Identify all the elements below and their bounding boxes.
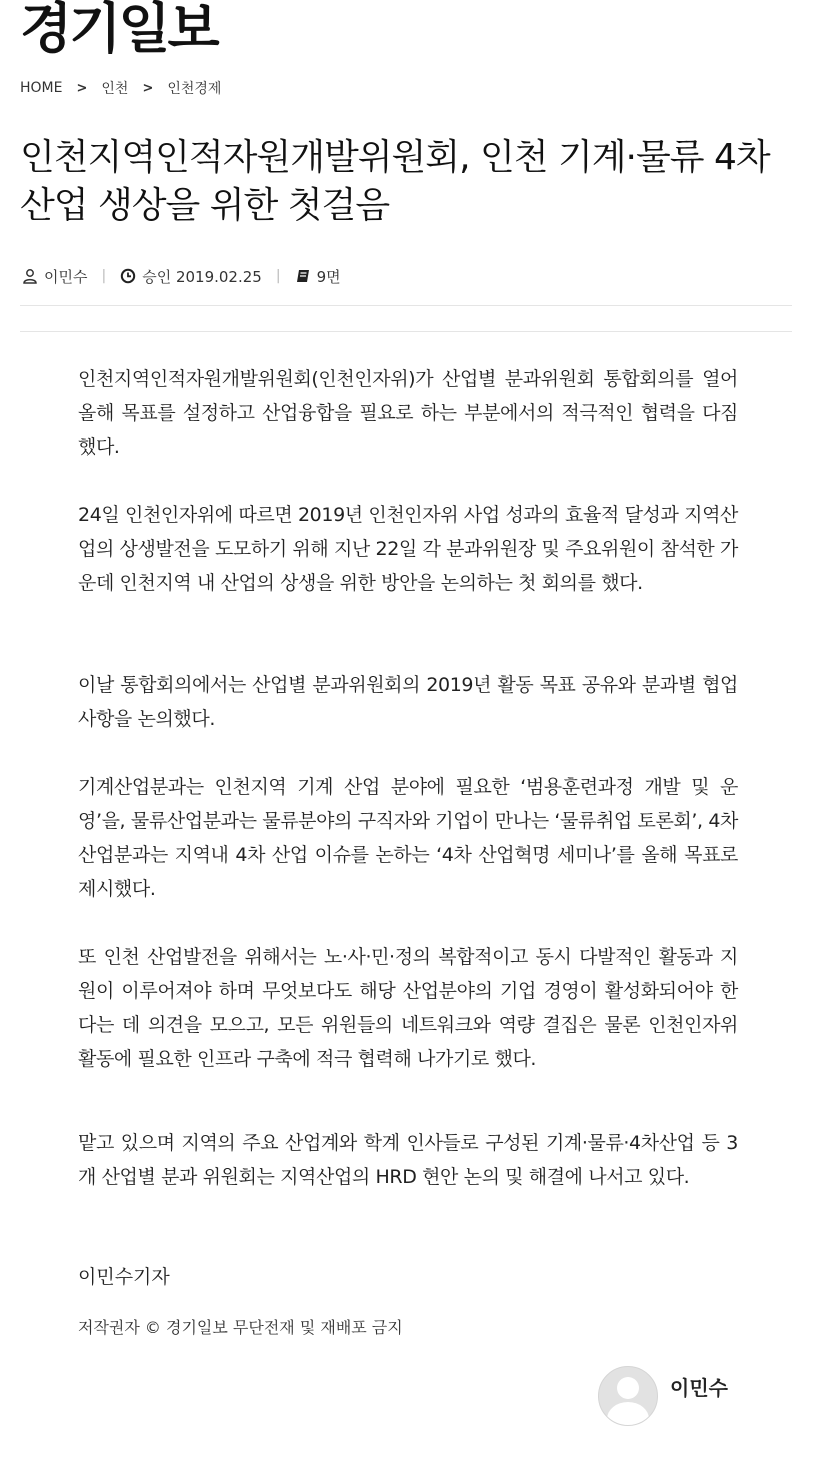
- meta-divider: |: [275, 268, 281, 284]
- meta-approved-date: 승인 2019.02.25: [142, 267, 262, 286]
- breadcrumb-incheon-economy[interactable]: 인천경제: [167, 81, 222, 97]
- meta-author: [22, 266, 87, 287]
- article-paragraph: 이날 통합회의에서는 산업별 분과위원회의 2019년 활동 목표 공유와 분과별 협업 사항을 논의했다.: [78, 674, 738, 730]
- meta-page: [295, 266, 341, 287]
- divider-line: [20, 305, 792, 306]
- breadcrumb: [20, 78, 221, 98]
- author-box-name[interactable]: 이민수: [670, 1376, 728, 1400]
- chevron-right-icon: >: [142, 80, 154, 96]
- book-icon: [295, 268, 311, 284]
- avatar-head-shape: [617, 1377, 639, 1399]
- person-icon: [22, 268, 38, 284]
- breadcrumb-home[interactable]: HOME: [20, 80, 63, 96]
- avatar-body-shape: [607, 1402, 649, 1426]
- article-paragraph: 24일 인천인자위에 따르면 2019년 인천인자위 사업 성과의 효율적 달성과 지역산업의 상생발전을 도모하기 위해 지난 22일 각 분과위원장 및 주요위원이 참석한 가운데 인천지역 내 산업의 상생을 위한 방안을 논의하는 첫 회의를 했다.: [78, 504, 738, 594]
- site-logo[interactable]: 경기일보: [20, 0, 217, 60]
- article-paragraph: 맡고 있으며 지역의 주요 산업계와 학계 인사들로 구성된 기계·물류·4차산업 등 3개 산업별 분과 위원회는 지역산업의 HRD 현안 논의 및 해결에 나서고 있다.: [78, 1132, 738, 1188]
- clock-icon: [120, 268, 136, 284]
- reporter-byline: 이민수기자: [78, 1266, 170, 1288]
- divider-line: [20, 331, 792, 332]
- meta-author-name[interactable]: 이민수: [44, 267, 88, 286]
- breadcrumb-incheon[interactable]: 인천: [101, 81, 129, 97]
- copyright-notice: 저작권자 © 경기일보 무단전재 및 재배포 금지: [78, 1318, 403, 1337]
- meta-approved: [120, 266, 262, 287]
- article-meta: [22, 265, 341, 287]
- meta-page-number: 9면: [316, 267, 341, 286]
- chevron-right-icon: >: [76, 80, 88, 96]
- article-paragraph: 또 인천 산업발전을 위해서는 노·사·민·정의 복합적이고 동시 다발적인 활동과 지원이 이루어져야 하며 무엇보다도 해당 산업분야의 기업 경영이 활성화되어야 한다는 데 의견을 모으고, 모든 위원들의 네트워크와 역량 결집은 물론 인천인자위 활동에 필요한 인프라 구축에 적극 협력해 나가기로 했다.: [78, 946, 738, 1070]
- author-box[interactable]: [598, 1366, 728, 1426]
- article-paragraph: 기계산업분과는 인천지역 기계 산업 분야에 필요한 ‘범용훈련과정 개발 및 운영’을, 물류산업분과는 물류분야의 구직자와 기업이 만나는 ‘물류취업 토론회’, 4차 산업분과는 지역내 4차 산업 이슈를 논하는 ‘4차 산업혁명 세미나’를 올해 목표로 제시했다.: [78, 776, 738, 900]
- article-paragraph: 인천지역인적자원개발위원회(인천인자위)가 산업별 분과위원회 통합회의를 열어 올해 목표를 설정하고 산업융합을 필요로 하는 부분에서의 적극적인 협력을 다짐했다.: [78, 368, 738, 458]
- article-headline: 인천지역인적자원개발위원회, 인천 기계·물류 4차 산업 생상을 위한 첫걸음: [20, 137, 770, 226]
- meta-divider: |: [101, 268, 107, 284]
- avatar[interactable]: [598, 1366, 658, 1426]
